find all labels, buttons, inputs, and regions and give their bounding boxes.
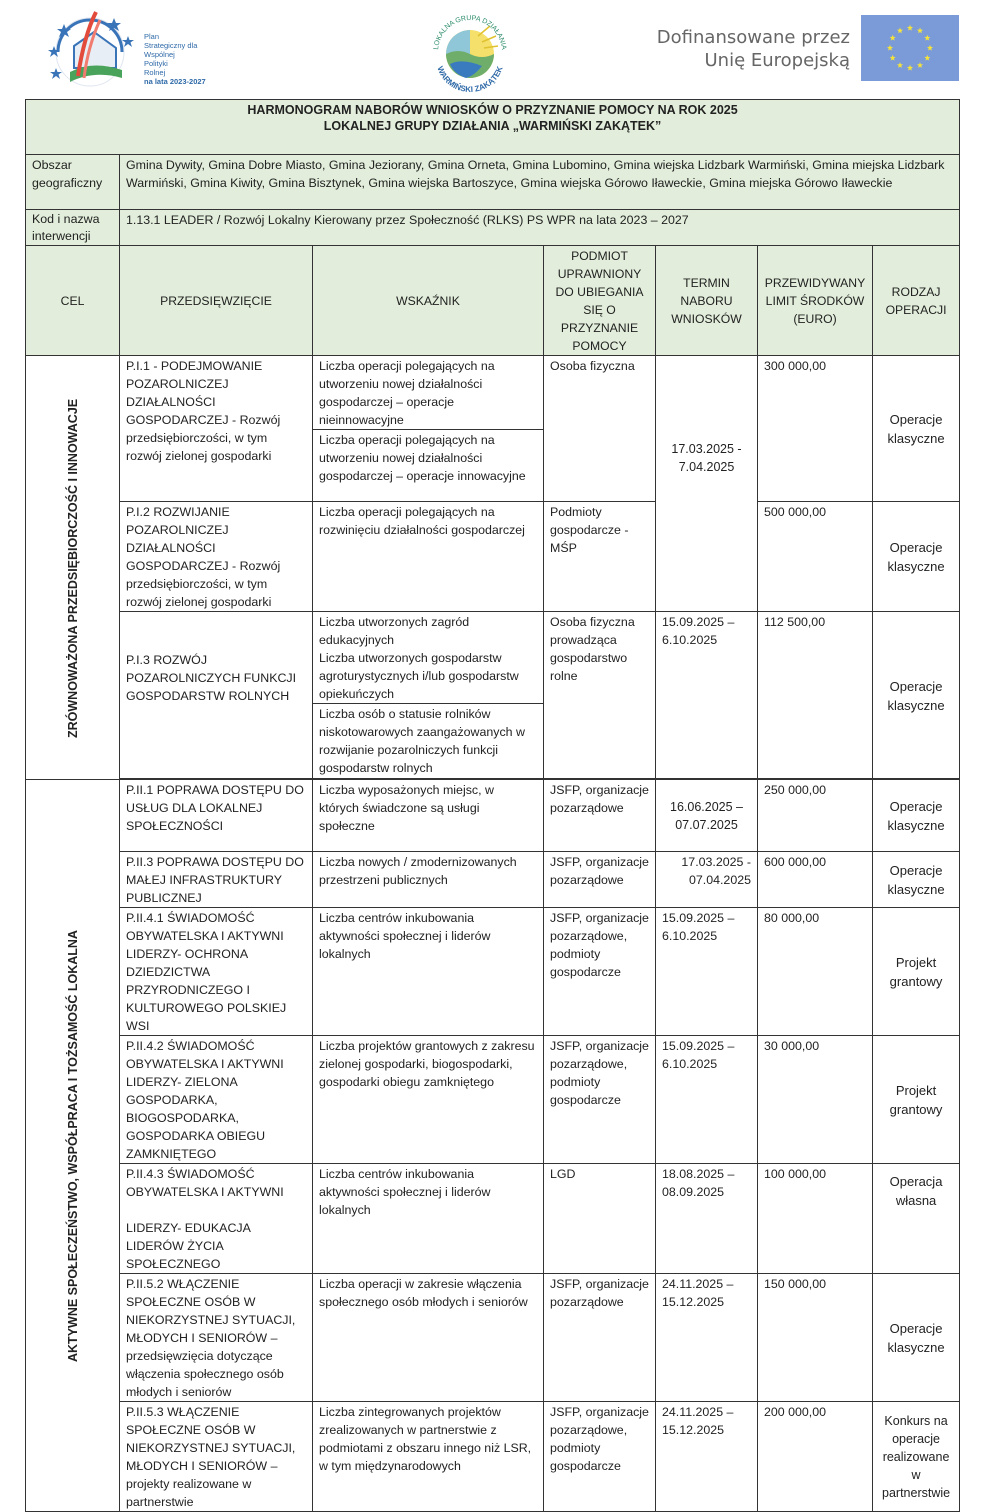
wskaznik-cell: Liczba centrów inkubowania aktywności społecznej i liderów lokalnych xyxy=(313,1164,544,1274)
termin-cell: 24.11.2025 – 15.12.2025 xyxy=(656,1274,758,1402)
wskaznik-cell: Liczba operacji polegających na utworzeniu nowej działalności gospodarczej – operacje nieinnowacyjne xyxy=(313,356,544,430)
rodzaj-cell: Operacje klasyczne xyxy=(873,852,960,908)
limit-cell: 250 000,00 xyxy=(758,780,873,852)
eu-star-icon xyxy=(917,27,923,33)
wskaznik-cell: Liczba operacji polegających na utworzeniu nowej działalności gospodarczej – operacje innowacyjne xyxy=(313,430,544,502)
eu-flag xyxy=(861,15,959,81)
col-header-przedsiewziecie: PRZEDSIĘWZIĘCIE xyxy=(120,246,313,356)
goal-label-2: AKTYWNE SPOŁECZEŃSTWO, WSPÓŁPRACA I TOŻSAMOŚĆ LOKALNA xyxy=(65,929,80,1362)
limit-cell: 600 000,00 xyxy=(758,852,873,908)
eu-star-icon xyxy=(897,27,903,33)
eu-star-icon xyxy=(890,35,896,41)
limit-cell: 150 000,00 xyxy=(758,1274,873,1402)
eu-stars-icon xyxy=(861,15,959,81)
wskaznik-cell: Liczba operacji w zakresie włączenia społecznego osób młodych i seniorów xyxy=(313,1274,544,1402)
psp-wpr-logo-text: Plan Strategiczny dla Wspólnej Polityki Rolnej na lata 2023-2027 xyxy=(144,32,206,86)
przedsiewziecie-cell: P.I.2 ROZWIJANIE POZAROLNICZEJ DZIAŁALNOŚCI GOSPODARCZEJ - Rozwój przedsiębiorczości, w tym rozwój zielonej gospodarki xyxy=(120,502,313,612)
intervention-label: Kod i nazwa interwencji xyxy=(26,210,120,246)
przedsiewziecie-cell: P.II.5.3 WŁĄCZENIE SPOŁECZNE OSÓB W NIEKORZYSTNEJ SYTUACJI, MŁODYCH I SENIORÓW – projekty realizowane w partnerstwie xyxy=(120,1402,313,1512)
limit-cell: 30 000,00 xyxy=(758,1036,873,1164)
termin-cell: 18.08.2025 – 08.09.2025 xyxy=(656,1164,758,1274)
eu-star-icon xyxy=(890,55,896,61)
psp-wpr-emblem-icon xyxy=(44,6,144,94)
table-row xyxy=(26,356,960,430)
rodzaj-cell: Operacje klasyczne xyxy=(873,1274,960,1402)
eu-star-icon xyxy=(927,45,933,51)
podmiot-cell: JSFP, organizacje pozarządowe xyxy=(544,780,656,852)
podmiot-cell: JSFP, organizacje pozarządowe xyxy=(544,852,656,908)
area-label: Obszar geograficzny xyxy=(26,155,120,210)
eu-star-icon xyxy=(887,45,893,51)
wskaznik-cell: Liczba osób o statusie rolników niskotowarowych zaangażowanych w rozwijanie pozarolniczych funkcji gospodarstw rolnych xyxy=(313,704,544,779)
przedsiewziecie-cell: P.II.5.2 WŁĄCZENIE SPOŁECZNE OSÓB W NIEKORZYSTNEJ SYTUACJI, MŁODYCH I SENIORÓW – przedsięwzięcia dotyczące włączenia społecznego osób młodych i seniorów xyxy=(120,1274,313,1402)
wskaznik-cell: Liczba centrów inkubowania aktywności społecznej i liderów lokalnych xyxy=(313,908,544,1036)
eu-star-icon xyxy=(897,62,903,68)
page-header xyxy=(0,0,983,96)
przedsiewziecie-cell: P.II.4.1 ŚWIADOMOŚĆ OBYWATELSKA I AKTYWNI LIDERZY- OCHRONA DZIEDZICTWA PRZYRODNICZEGO I KULTUROWEGO POLSKIEJ WSI xyxy=(120,908,313,1036)
podmiot-cell: JSFP, organizacje pozarządowe xyxy=(544,1274,656,1402)
wskaznik-cell: Liczba wyposażonych miejsc, w których świadczone są usługi społeczne xyxy=(313,780,544,852)
table-row xyxy=(26,908,960,1036)
table-row xyxy=(26,1164,960,1274)
limit-cell: 80 000,00 xyxy=(758,908,873,1036)
schedule-table xyxy=(25,99,960,1512)
goal-cell-1 xyxy=(26,356,120,780)
col-header-termin: TERMIN NABORU WNIOSKÓW xyxy=(656,246,758,356)
table-row xyxy=(26,612,960,704)
wskaznik-cell: Liczba projektów grantowych z zakresu zielonej gospodarki, biogospodarki, gospodarki obiegu zamkniętego xyxy=(313,1036,544,1164)
podmiot-cell: Osoba fizyczna prowadząca gospodarstwo rolne xyxy=(544,612,656,779)
podmiot-cell: JSFP, organizacje pozarządowe, podmioty gospodarcze xyxy=(544,1036,656,1164)
eu-funding-label: Dofinansowane przez Unię Europejską xyxy=(656,27,850,71)
goal-cell-2 xyxy=(26,780,120,1512)
wskaznik-cell: Liczba zintegrowanych projektów zrealizowanych w partnerstwie z podmiotami z obszaru innego niż LSR, w tym międzynarodowych xyxy=(313,1402,544,1512)
termin-cell: 15.09.2025 – 6.10.2025 xyxy=(656,612,758,779)
przedsiewziecie-cell: P.II.3 POPRAWA DOSTĘPU DO MAŁEJ INFRASTRUKTURY PUBLICZNEJ xyxy=(120,852,313,908)
rodzaj-cell: Operacje klasyczne xyxy=(873,502,960,612)
przedsiewziecie-cell: P.I.3 ROZWÓJ POZAROLNICZYCH FUNKCJI GOSPODARSTW ROLNYCH xyxy=(120,612,313,779)
table-row xyxy=(26,1274,960,1402)
podmiot-cell: Osoba fizyczna xyxy=(544,356,656,502)
wskaznik-cell: Liczba utworzonych zagród edukacyjnych Liczba utworzonych gospodarstw agroturystycznych i/lub gospodarstw opiekuńczych xyxy=(313,612,544,704)
col-header-limit: PRZEWIDYWANY LIMIT ŚRODKÓW (EURO) xyxy=(758,246,873,356)
przedsiewziecie-cell: P.II.1 POPRAWA DOSTĘPU DO USŁUG DLA LOKALNEJ SPOŁECZNOŚCI xyxy=(120,780,313,852)
psp-wpr-logo xyxy=(44,6,224,94)
eu-star-icon xyxy=(907,65,913,71)
rodzaj-cell: Projekt grantowy xyxy=(873,908,960,1036)
termin-cell: 15.09.2025 – 6.10.2025 xyxy=(656,908,758,1036)
wskaznik-cell: Liczba nowych / zmodernizowanych przestrzeni publicznych xyxy=(313,852,544,908)
goal-label-1: ZRÓWNOWAŻONA PRZEDSIĘBIORCZOŚĆ I INNOWACJE xyxy=(65,397,80,738)
podmiot-cell: JSFP, organizacje pozarządowe, podmioty gospodarcze xyxy=(544,1402,656,1512)
termin-cell: 16.06.2025 – 07.07.2025 xyxy=(656,780,758,852)
eu-star-icon xyxy=(917,62,923,68)
podmiot-cell: Podmioty gospodarcze - MŚP xyxy=(544,502,656,612)
termin-cell: 24.11.2025 – 15.12.2025 xyxy=(656,1402,758,1512)
table-row xyxy=(26,1402,960,1512)
limit-cell: 100 000,00 xyxy=(758,1164,873,1274)
eu-star-icon xyxy=(907,25,913,31)
termin-cell: 17.03.2025 - 07.04.2025 xyxy=(656,852,758,908)
termin-cell: 17.03.2025 - 7.04.2025 xyxy=(656,356,758,612)
termin-cell: 15.09.2025 – 6.10.2025 xyxy=(656,1036,758,1164)
col-header-podmiot: PODMIOT UPRAWNIONY DO UBIEGANIA SIĘ O PRZYZNANIE POMOCY xyxy=(544,246,656,356)
podmiot-cell: JSFP, organizacje pozarządowe, podmioty gospodarcze xyxy=(544,908,656,1036)
document-title: HARMONOGRAM NABORÓW WNIOSKÓW O PRZYZNANIE POMOCY NA ROK 2025 LOKALNEJ GRUPY DZIAŁANIA „WARMIŃSKI ZAKĄTEK” xyxy=(26,100,960,155)
table-row xyxy=(26,1036,960,1164)
przedsiewziecie-cell: P.II.4.2 ŚWIADOMOŚĆ OBYWATELSKA I AKTYWNI LIDERZY- ZIELONA GOSPODARKA, BIOGOSPODARKA, GOSPODARKA OBIEGU ZAMKNIĘTEGO xyxy=(120,1036,313,1164)
rodzaj-cell: Konkurs na operacje realizowane w partnerstwie xyxy=(873,1402,960,1512)
przedsiewziecie-cell: P.I.1 - PODEJMOWANIE POZAROLNICZEJ DZIAŁALNOŚCI GOSPODARCZEJ - Rozwój przedsiębiorczości, w tym rozwój zielonej gospodarki xyxy=(120,356,313,502)
table-row xyxy=(26,780,960,852)
eu-star-icon xyxy=(924,35,930,41)
rodzaj-cell: Operacje klasyczne xyxy=(873,356,960,502)
col-header-rodzaj: RODZAJ OPERACJI xyxy=(873,246,960,356)
limit-cell: 500 000,00 xyxy=(758,502,873,612)
rodzaj-cell: Operacja własna xyxy=(873,1164,960,1274)
intervention-value: 1.13.1 LEADER / Rozwój Lokalny Kierowany przez Społeczność (RLKS) PS WPR na lata 2023 – 2027 xyxy=(120,210,960,246)
rodzaj-cell: Operacje klasyczne xyxy=(873,612,960,779)
svg-text:WARMIŃSKI ZAKĄTEK: WARMIŃSKI ZAKĄTEK xyxy=(435,64,505,92)
svg-text:LOKALNA GRUPA DZIAŁANIA: LOKALNA GRUPA DZIAŁANIA xyxy=(433,14,507,51)
col-header-wskaznik: WSKAŹNIK xyxy=(313,246,544,356)
podmiot-cell: LGD xyxy=(544,1164,656,1274)
limit-cell: 200 000,00 xyxy=(758,1402,873,1512)
lgd-warminski-zakatek-logo xyxy=(422,8,518,92)
rodzaj-cell: Projekt grantowy xyxy=(873,1036,960,1164)
eu-star-icon xyxy=(924,55,930,61)
rodzaj-cell: Operacje klasyczne xyxy=(873,780,960,852)
area-value: Gmina Dywity, Gmina Dobre Miasto, Gmina Jeziorany, Gmina Orneta, Gmina Lubomino, Gmina wiejska Lidzbark Warmiński, Gmina miejska Lidzbark Warmiński, Gmina Kiwity, Gmina Bisztynek, Gmina wiejska Bartoszyce, Gmina wiejska Górowo Iławeckie, Gmina miejska Górowo Iławeckie xyxy=(120,155,960,210)
limit-cell: 112 500,00 xyxy=(758,612,873,779)
limit-cell: 300 000,00 xyxy=(758,356,873,502)
col-header-cel: CEL xyxy=(26,246,120,356)
lgd-emblem-icon xyxy=(422,8,518,92)
table-row xyxy=(26,502,960,612)
wskaznik-cell: Liczba operacji polegających na rozwinięciu działalności gospodarczej xyxy=(313,502,544,612)
przedsiewziecie-cell: P.II.4.3 ŚWIADOMOŚĆ OBYWATELSKA I AKTYWNI LIDERZY- EDUKACJA LIDERÓW ŻYCIA SPOŁECZNEGO xyxy=(120,1164,313,1274)
table-row xyxy=(26,852,960,908)
